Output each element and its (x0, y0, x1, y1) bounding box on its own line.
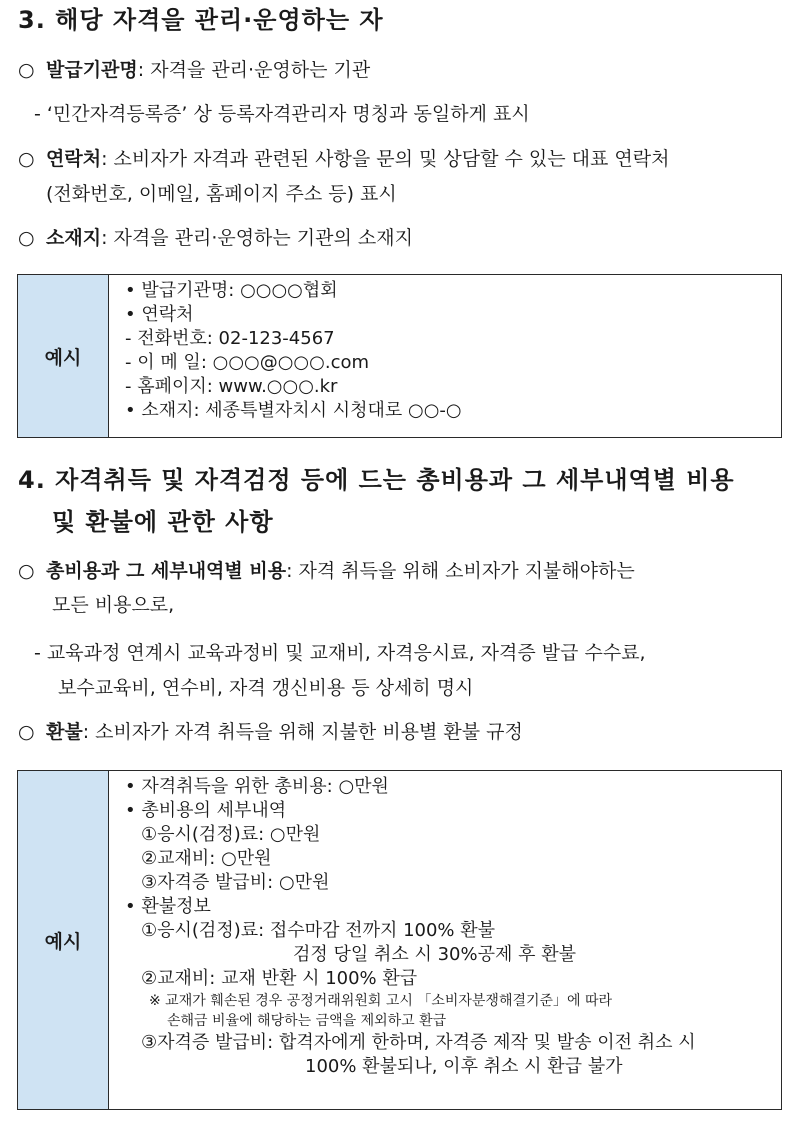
location-item (18, 224, 413, 252)
location-text: : 자격을 관리·운영하는 기관의 소재지 (101, 227, 413, 249)
cost-term: 총비용과 그 세부내역별 비용 (46, 560, 287, 582)
circle-bullet-icon: ○ (18, 148, 35, 170)
example-line: ②교재비: ○만원 (141, 848, 272, 869)
example-line: ①응시(검정)료: 접수마감 전까지 100% 환불 (141, 920, 496, 941)
example-line: • 발급기관명: ○○○○협회 (125, 280, 338, 301)
example-line: 검정 당일 취소 시 30%공제 후 환불 (293, 944, 576, 965)
example-body (109, 771, 781, 1109)
example-label: 예시 (18, 275, 109, 437)
contact-text-continued: (전화번호, 이메일, 홈페이지 주소 등) 표시 (46, 183, 397, 205)
example-line: ③자격증 발급비: ○만원 (141, 872, 330, 893)
location-term: 소재지 (46, 227, 102, 249)
example-line: • 환불정보 (125, 896, 211, 917)
cost-text-continued: 모든 비용으로, (52, 594, 175, 616)
section-3-title: 3. 해당 자격을 관리·운영하는 자 (18, 6, 384, 34)
example-label: 예시 (18, 771, 109, 1109)
refund-text: : 소비자가 자격 취득을 위해 지불한 비용별 환불 규정 (82, 721, 523, 743)
example-note-line: ※ 교재가 훼손된 경우 공정거래위원회 고시 「소비자분쟁해결기준」에 따라 (149, 993, 613, 1009)
cost-item (18, 557, 635, 585)
example-line: • 총비용의 세부내역 (125, 800, 287, 821)
example-line: • 소재지: 세종특별자치시 시청대로 ○○-○ (125, 400, 462, 421)
example-line: ②교재비: 교재 반환 시 100% 환급 (141, 968, 418, 989)
circle-bullet-icon: ○ (18, 227, 35, 249)
contact-item (18, 145, 669, 173)
example-line: • 연락처 (125, 304, 194, 325)
circle-bullet-icon: ○ (18, 59, 35, 81)
contact-text: : 소비자가 자격과 관련된 사항을 문의 및 상담할 수 있는 대표 연락처 (101, 148, 670, 170)
issuer-sub-item: - ‘민간자격등록증’ 상 등록자격관리자 명칭과 동일하게 표시 (34, 103, 530, 125)
example-line: - 홈페이지: www.○○○.kr (125, 376, 338, 397)
circle-bullet-icon: ○ (18, 560, 35, 582)
issuer-term: 발급기관명 (46, 59, 138, 81)
example-line: ③자격증 발급비: 합격자에게 한하며, 자격증 제작 및 발송 이전 취소 시 (141, 1032, 696, 1053)
issuer-text: : 자격을 관리·운영하는 기관 (137, 59, 371, 81)
example-line: - 전화번호: 02-123-4567 (125, 328, 335, 349)
contact-term: 연락처 (46, 148, 102, 170)
example-note-line: 손해금 비율에 해당하는 금액을 제외하고 환급 (167, 1013, 447, 1029)
refund-item (18, 718, 523, 746)
section-4-title-line2: 및 환불에 관한 사항 (52, 508, 274, 536)
example-line: ①응시(검정)료: ○만원 (141, 824, 321, 845)
cost-sub-item: - 교육과정 연계시 교육과정비 및 교재비, 자격응시료, 자격증 발급 수수료, (34, 642, 646, 664)
issuer-item (18, 56, 370, 84)
example-body (109, 275, 781, 437)
refund-term: 환불 (46, 721, 83, 743)
section-4-title-line1: 4. 자격취득 및 자격검정 등에 드는 총비용과 그 세부내역별 비용 (18, 466, 735, 494)
example-box-contact (17, 274, 782, 438)
example-box-cost (17, 770, 782, 1110)
example-line: 100% 환불되나, 이후 취소 시 환급 불가 (305, 1056, 623, 1077)
cost-text: : 자격 취득을 위해 소비자가 지불해야하는 (286, 560, 635, 582)
cost-sub-item-continued: 보수교육비, 연수비, 자격 갱신비용 등 상세히 명시 (58, 677, 474, 699)
example-line: • 자격취득을 위한 총비용: ○만원 (125, 776, 389, 797)
example-line: - 이 메 일: ○○○@○○○.com (125, 352, 370, 373)
circle-bullet-icon: ○ (18, 721, 35, 743)
